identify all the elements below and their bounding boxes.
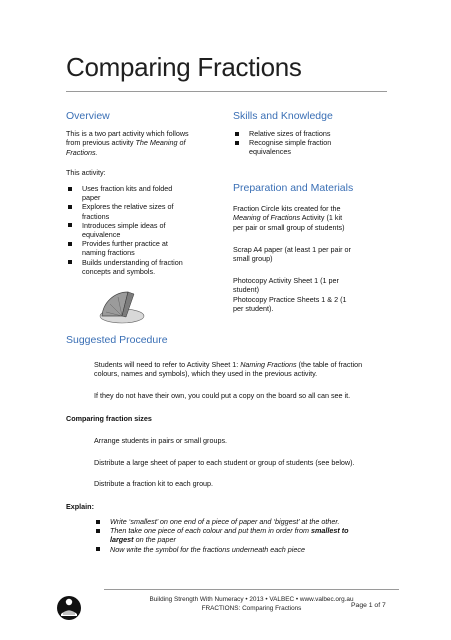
page-number: Page 1 of 7 [351, 602, 386, 609]
skills-heading: Skills and Knowledge [233, 110, 333, 122]
text-line [233, 213, 393, 222]
overview-intro [66, 129, 226, 157]
footer-rule [104, 589, 399, 590]
italic-text: Meaning of Fractions [233, 213, 301, 223]
text-line: Fraction Circle kits created for the [233, 204, 341, 213]
skills-bullet-list [233, 129, 383, 157]
bullet-line: naming fractions [82, 248, 135, 258]
list-item [66, 184, 226, 202]
explain-bullet-list [94, 517, 394, 554]
list-item [66, 239, 226, 257]
footer-line2: FRACTIONS: Comparing Fractions [201, 605, 302, 612]
bullet-line: Relative sizes of fractions [249, 129, 331, 138]
text-line [94, 360, 394, 369]
text-span: Students will need to refer to Activity Sheet 1: [94, 360, 241, 369]
overview-intro-line1: This is a two part activity which follows [66, 129, 189, 138]
bullet-line: Recognise simple fraction [249, 138, 332, 148]
text-line: Photocopy Practice Sheets 1 & 2 (1 [233, 294, 347, 304]
text-line: colours, names and symbols), which they used in the previous activity. [94, 369, 318, 379]
bullet-line: equivalence [82, 230, 121, 240]
list-item [66, 221, 226, 239]
bullet-line [110, 535, 394, 544]
list-item [94, 526, 394, 544]
text-span: Then take one piece of each colour and put them in order from [110, 526, 311, 536]
procedure-step1: Arrange students in pairs or small groups. [94, 436, 228, 445]
procedure-p2: If they do not have their own, you could put a copy on the board so all can see it. [94, 391, 351, 400]
overview-heading: Overview [66, 110, 110, 122]
italic-text: Naming Fractions [240, 360, 297, 369]
bullet-line: Builds understanding of fraction [82, 257, 183, 267]
procedure-heading: Suggested Procedure [66, 334, 168, 346]
text-line: student) [233, 285, 259, 295]
bullet-line: Uses fraction kits and folded [82, 184, 173, 193]
overview-intro-italic-2: Fractions. [66, 147, 98, 157]
text-line: per pair or small group of students) [233, 222, 345, 232]
bullet-line [110, 526, 394, 535]
list-item [66, 202, 226, 220]
bullet-line: Provides further practice at [82, 239, 168, 249]
list-item [233, 129, 383, 138]
valbec-logo [56, 594, 82, 622]
list-item [94, 545, 394, 554]
preparation-p1 [233, 204, 393, 232]
bullet-line: Introduces simple ideas of [82, 220, 166, 230]
bullet-line: paper [82, 193, 101, 203]
title-rule [66, 91, 387, 92]
preparation-p2 [233, 245, 393, 264]
text-line: Scrap A4 paper (at least 1 per pair or [233, 245, 351, 254]
list-item [66, 258, 226, 276]
fraction-circle-illustration [98, 286, 150, 326]
bullet-line: Write ‘smallest’ on one end of a piece of paper and ‘biggest’ at the other. [110, 517, 340, 526]
text-line: small group) [233, 254, 273, 264]
bullet-line: concepts and symbols. [82, 266, 156, 276]
procedure-subheading: Comparing fraction sizes [66, 414, 152, 423]
procedure-step2: Distribute a large sheet of paper to each student or group of students (see below). [94, 458, 355, 467]
overview-intro-italic: The Meaning of [135, 138, 186, 148]
list-item [94, 517, 394, 526]
overview-bullet-list [66, 184, 226, 276]
text-line: Photocopy Activity Sheet 1 (1 per [233, 276, 339, 285]
overview-intro-text: from previous activity [66, 138, 136, 148]
bullet-line: equivalences [249, 147, 291, 157]
activity-label: This activity: [66, 168, 106, 177]
preparation-p3 [233, 276, 393, 314]
text-line: per student). [233, 304, 274, 314]
list-item [233, 138, 383, 156]
bullet-line: Now write the symbol for the fractions underneath each piece [110, 544, 305, 554]
procedure-step3: Distribute a fraction kit to each group. [94, 479, 214, 488]
overview-intro-line2 [66, 138, 226, 147]
bullet-line: Explores the relative sizes of [82, 202, 174, 212]
text-span: on the paper [133, 535, 176, 545]
text-span: Activity (1 kit [300, 213, 343, 223]
bullet-line: fractions [82, 211, 110, 221]
explain-label: Explain: [66, 502, 94, 511]
footer-line1: Building Strength With Numeracy • 2013 • VALBEC • www.valbec.org.au [149, 596, 354, 603]
text-span: (the table of fraction [296, 360, 363, 369]
procedure-p1 [94, 360, 394, 379]
bold-text: smallest to [310, 526, 349, 536]
page-title: Comparing Fractions [66, 52, 302, 82]
preparation-heading: Preparation and Materials [233, 182, 354, 194]
bold-text: largest [110, 535, 134, 545]
